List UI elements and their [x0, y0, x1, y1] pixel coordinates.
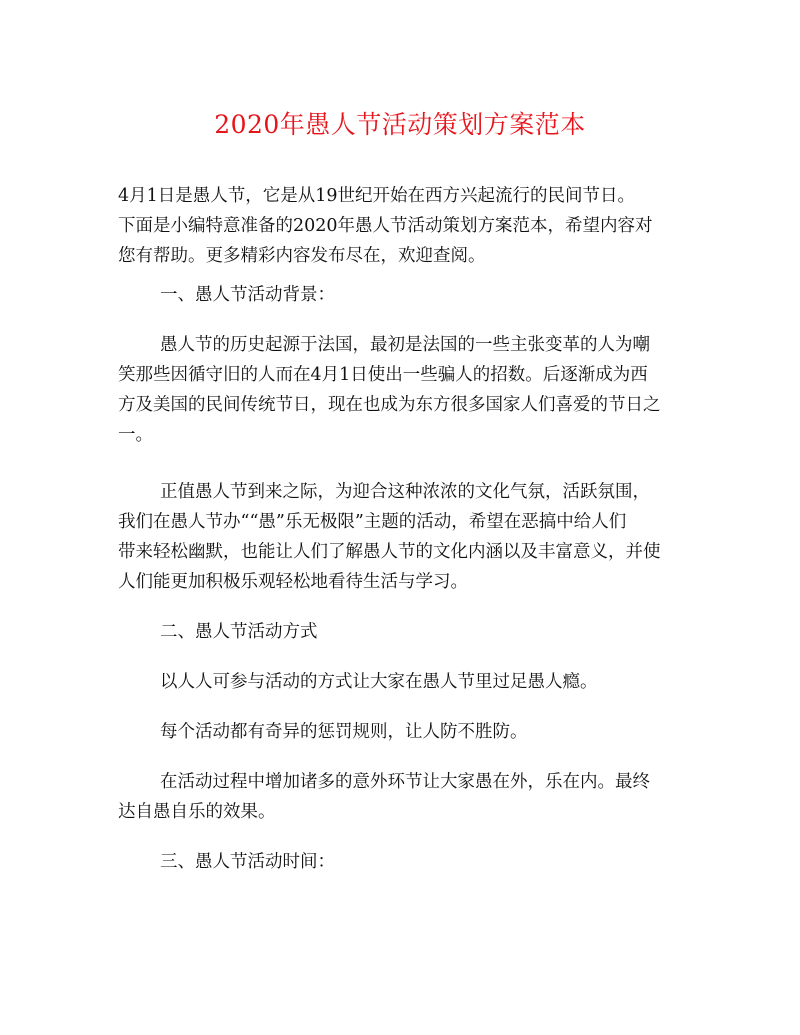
text-line: 您有帮助。更多精彩内容发布尽在，欢迎查阅。 — [118, 246, 486, 266]
document-title: 2020年愚人节活动策划方案范本 — [214, 110, 586, 139]
text-line: 带来轻松幽默，也能让人们了解愚人节的文化内涵以及丰富意义，并使 — [118, 542, 661, 562]
purpose-paragraph — [118, 477, 682, 597]
text-line: 愚人节的历史起源于法国，最初是法国的一些主张变革的人为嘲 — [160, 335, 650, 355]
intro-paragraph — [118, 181, 682, 271]
document-body — [118, 181, 682, 886]
section-heading: 一、愚人节活动背景： — [160, 285, 335, 305]
text-line: 一。 — [118, 425, 153, 445]
text-line: 每个活动都有奇异的惩罚规则，让人防不胜防。 — [160, 722, 528, 742]
method-paragraph — [118, 767, 682, 827]
text-line: 正值愚人节到来之际，为迎合这种浓浓的文化气氛，活跃氛围， — [160, 482, 650, 502]
text-line: 方及美国的民间传统节日，现在也成为东方很多国家人们喜爱的节日之 — [118, 395, 661, 415]
text-line: 以人人可参与活动的方式让大家在愚人节里过足愚人瘾。 — [160, 672, 598, 692]
text-line: 达自愚自乐的效果。 — [118, 802, 276, 822]
method-paragraph — [118, 667, 682, 697]
text-line: 笑那些因循守旧的人而在4月1日使出一些骗人的招数。后逐渐成为西 — [118, 365, 648, 385]
text-line: 人们能更加积极乐观轻松地看待生活与学习。 — [118, 572, 468, 592]
text-line: 下面是小编特意准备的2020年愚人节活动策划方案范本，希望内容对 — [118, 216, 653, 236]
section-heading: 三、愚人节活动时间： — [160, 852, 335, 872]
background-paragraph — [118, 330, 682, 450]
text-line: 4月1日是愚人节，它是从19世纪开始在西方兴起流行的民间节日。 — [118, 186, 636, 206]
section-heading: 二、愚人节活动方式 — [160, 622, 318, 642]
text-line: 在活动过程中增加诸多的意外环节让大家愚在外，乐在内。最终 — [160, 772, 650, 792]
section-heading-method — [118, 617, 682, 647]
text-line: 我们在愚人节办““愚”乐无极限”主题的活动，希望在恶搞中给人们 — [118, 512, 627, 532]
method-paragraph — [118, 717, 682, 747]
section-heading-time — [118, 847, 682, 877]
section-heading-background — [118, 280, 682, 310]
